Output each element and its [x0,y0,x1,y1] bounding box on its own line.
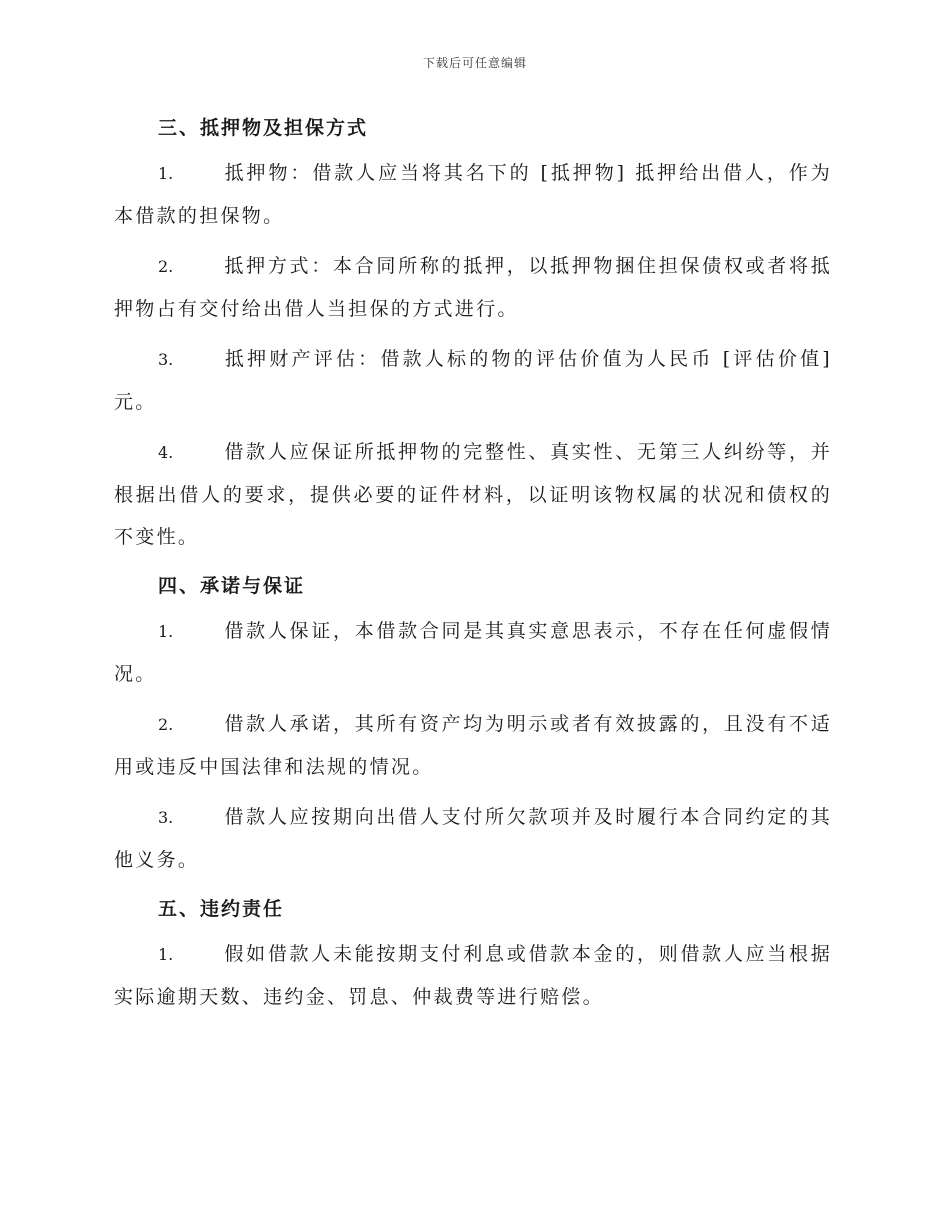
document-body [114,108,832,1026]
clause-number: 3. [158,808,174,827]
clause-text: 抵押方式：本合同所称的抵押，以抵押物捆住担保债权或者将抵押物占有交付给出借人当担保的方式进行。 [114,255,832,320]
clause-text: 借款人应按期向出借人支付所欠款项并及时履行本合同约定的其他义务。 [114,806,832,871]
clause-text: 借款人应保证所抵押物的完整性、真实性、无第三人纠纷等，并根据出借人的要求，提供必要的证件材料，以证明该物权属的状况和债权的不变性。 [114,441,832,548]
section-heading: 三、抵押物及担保方式 [158,117,369,139]
clause-number: 1. [158,945,174,964]
clause-number: 4. [158,443,174,462]
clause [114,610,832,695]
clause [114,796,832,881]
clause [114,338,832,423]
clause-number: 1. [158,622,174,641]
clause-text: 借款人承诺，其所有资产均为明示或者有效披露的，且没有不适用或违反中国法律和法规的情况。 [114,713,832,778]
clause-number: 2. [158,257,174,276]
clause-text: 借款人保证，本借款合同是其真实意思表示，不存在任何虚假情况。 [114,620,832,685]
clause-number: 3. [158,350,174,369]
clause-number: 1. [158,164,174,183]
clause [114,703,832,788]
page-header: 下载后可任意编辑 [422,56,527,70]
section-heading: 五、违约责任 [158,898,285,920]
clause-text: 抵押财产评估：借款人标的物的评估价值为人民币 [评估价值] 元。 [114,348,832,413]
clause-text: 假如借款人未能按期支付利息或借款本金的，则借款人应当根据实际逾期天数、违约金、罚息、仲裁费等进行赔偿。 [114,943,832,1008]
clause [114,245,832,330]
clause [114,431,832,558]
clause-text: 抵押物：借款人应当将其名下的 [抵押物] 抵押给出借人，作为本借款的担保物。 [114,162,832,227]
section-heading: 四、承诺与保证 [158,575,306,597]
clause-number: 2. [158,715,174,734]
clause [114,933,832,1018]
clause [114,152,832,237]
